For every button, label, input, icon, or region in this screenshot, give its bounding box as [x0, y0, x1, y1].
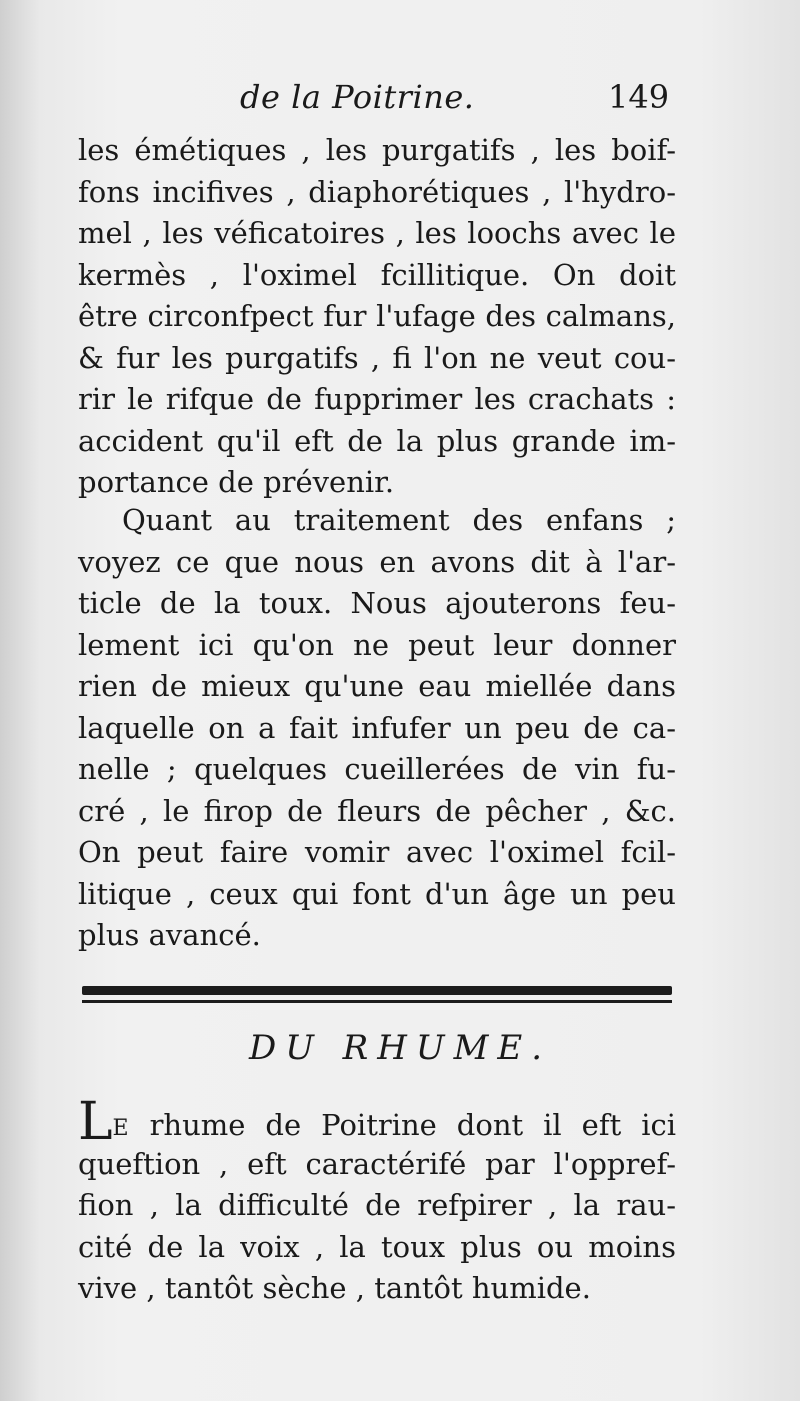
text-line: accident qu'il eft de la plus grande im-	[78, 423, 676, 458]
paragraph-children-treatment	[78, 500, 676, 957]
line-text: rhume de Poitrine dont il eft ici	[129, 1108, 676, 1142]
text-line: rien de mieux qu'une eau miellée dans	[78, 669, 676, 703]
paragraph-rhume	[78, 1092, 676, 1310]
text-line: plus avancé.	[78, 918, 261, 952]
paragraph-continued	[78, 130, 676, 504]
page-number: 149	[608, 78, 670, 116]
running-title: de la Poitrine.	[240, 78, 475, 116]
text-line: kermès , l'oximel fcillitique. On doit	[78, 257, 676, 292]
small-caps: E	[112, 1116, 130, 1141]
text-line: être circonfpect fur l'ufage des calmans,	[78, 299, 676, 333]
text-line: On peut faire vomir avec l'oximel fcil-	[78, 835, 676, 869]
text-line: mel , les véficatoires , les loochs avec le	[78, 216, 676, 250]
drop-cap: L	[78, 1092, 113, 1152]
text-line: ticle de la toux. Nous ajouterons feu-	[78, 586, 676, 620]
text-line: laquelle on a fait infufer un peu de ca-	[78, 710, 676, 745]
text-line: les émétiques , les purgatifs , les boif-	[78, 133, 676, 167]
page-header	[0, 78, 800, 122]
text-line: nelle ; quelques cueillerées de vin fu-	[78, 752, 676, 786]
text-line: voyez ce que nous en avons dit à l'ar-	[78, 544, 676, 579]
text-line: rir le rifque de fupprimer les crachats :	[78, 382, 676, 416]
section-divider-thick	[82, 986, 672, 995]
section-heading: DU RHUME.	[248, 1028, 552, 1068]
text-line: portance de prévenir.	[78, 465, 395, 499]
text-line	[78, 1092, 676, 1152]
text-line: cité de la voix , la toux plus ou moins	[78, 1229, 676, 1264]
text-line: Quant au traitement des enfans ;	[122, 503, 676, 537]
text-line: fion , la difficulté de refpirer , la rau-	[78, 1188, 676, 1222]
text-line: queftion , eft caractérifé par l'oppref-	[78, 1146, 676, 1181]
section-divider-thin	[82, 1000, 672, 1003]
text-line: fons incifives , diaphorétiques , l'hydro-	[78, 174, 676, 209]
text-line: vive , tantôt sèche , tantôt humide.	[78, 1271, 591, 1305]
text-line: cré , le firop de fleurs de pêcher , &c.	[78, 793, 676, 828]
text-line: lement ici qu'on ne peut leur donner	[78, 627, 676, 662]
text-line: & fur les purgatifs , fi l'on ne veut cou-	[78, 340, 676, 375]
text-line: litique , ceux qui font d'un âge un peu	[78, 876, 676, 911]
